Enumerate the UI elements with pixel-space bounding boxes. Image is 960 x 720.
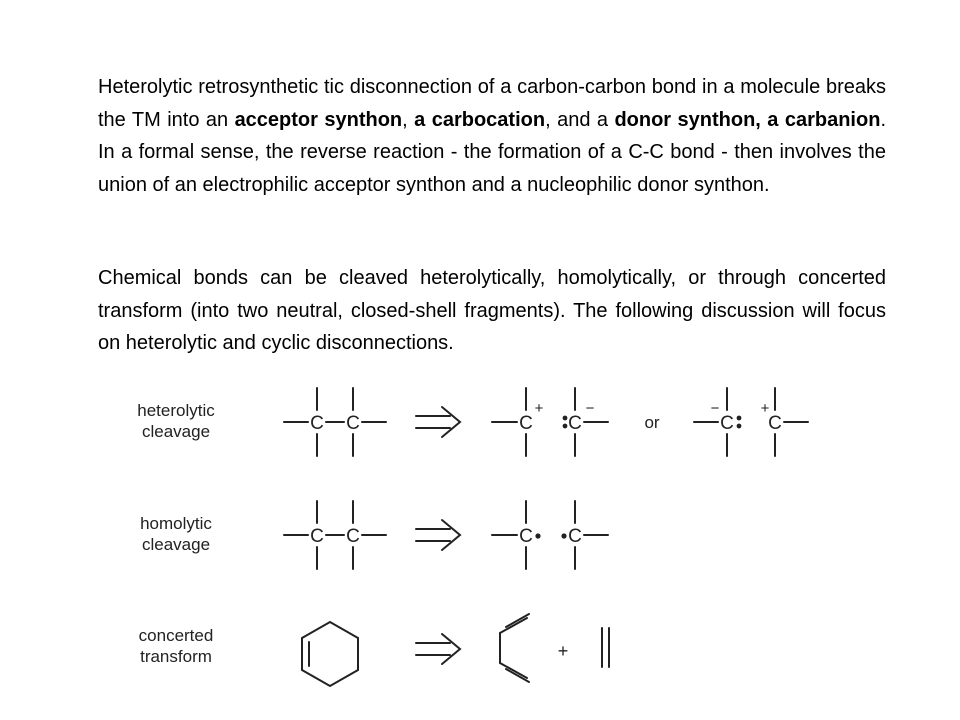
para1-text-4: . In a formal sense, the reverse reaction - the formation of a C-C bond - then involves the union of an electrophilic acceptor synthon and a nucleophilic donor synthon. [98, 108, 886, 196]
c-c-bond-structure-row2 [284, 501, 386, 569]
label-concerted-line1: concerted [138, 626, 214, 645]
label-concerted-line2: transform [140, 647, 212, 666]
retro-arrow-icon [416, 634, 460, 664]
label-heterolytic-line2: cleavage [141, 422, 211, 441]
carbon-atom-label: C [519, 526, 533, 547]
carbon-atom-label: C [720, 413, 734, 434]
carbon-atom-label: C [346, 413, 360, 434]
cyclohexene-ring [302, 622, 358, 686]
butadiene-structure [500, 614, 529, 682]
carbon-atom-label: C [568, 526, 582, 547]
retro-arrow-icon [416, 407, 460, 437]
minus-charge: − [585, 400, 595, 417]
carbon-atom-label: C [346, 526, 360, 547]
plus-sign: + [557, 641, 569, 661]
plus-charge: + [760, 400, 770, 417]
carbon-atom-label: C [768, 413, 782, 434]
lone-pair-icon [563, 416, 568, 429]
para1-text-2: , [402, 108, 415, 131]
c-c-bond-structure-row1 [284, 388, 386, 456]
paragraph-cleavage-types: Chemical bonds can be cleaved heterolytically, homolytically, or through concerted transform (into two neutral, closed-shell fragments). The following discussion will focus on heterolytic and cyclic disconnections. [98, 267, 886, 354]
radical-electron-icon [561, 533, 566, 538]
carbon-atom-label: C [568, 413, 582, 434]
or-text: or [644, 413, 660, 432]
minus-charge: − [710, 400, 720, 417]
retro-arrow-icon [416, 520, 460, 550]
term-acceptor-synthon: acceptor synthon [234, 108, 403, 131]
carbon-atom-label: C [310, 526, 324, 547]
ethylene-structure [602, 628, 609, 667]
label-homolytic-line1: homolytic [140, 514, 212, 533]
carbon-atom-label: C [519, 413, 533, 434]
term-donor-synthon-carbanion: donor synthon, a carbanion [614, 108, 881, 131]
radical-electron-icon [535, 533, 540, 538]
para1-text-1: Heterolytic retrosynthetic tic disconnection of a carbon-carbon bond in a molecule breaks the TM into an [98, 76, 886, 131]
label-homolytic-line2: cleavage [141, 535, 211, 554]
carbon-atom-label: C [310, 413, 324, 434]
lone-pair-icon [737, 416, 742, 429]
para1-text-3: , and a [545, 108, 615, 131]
term-carbocation: a carbocation [414, 108, 546, 131]
label-heterolytic-line1: heterolytic [137, 401, 215, 420]
plus-charge: + [534, 400, 544, 417]
